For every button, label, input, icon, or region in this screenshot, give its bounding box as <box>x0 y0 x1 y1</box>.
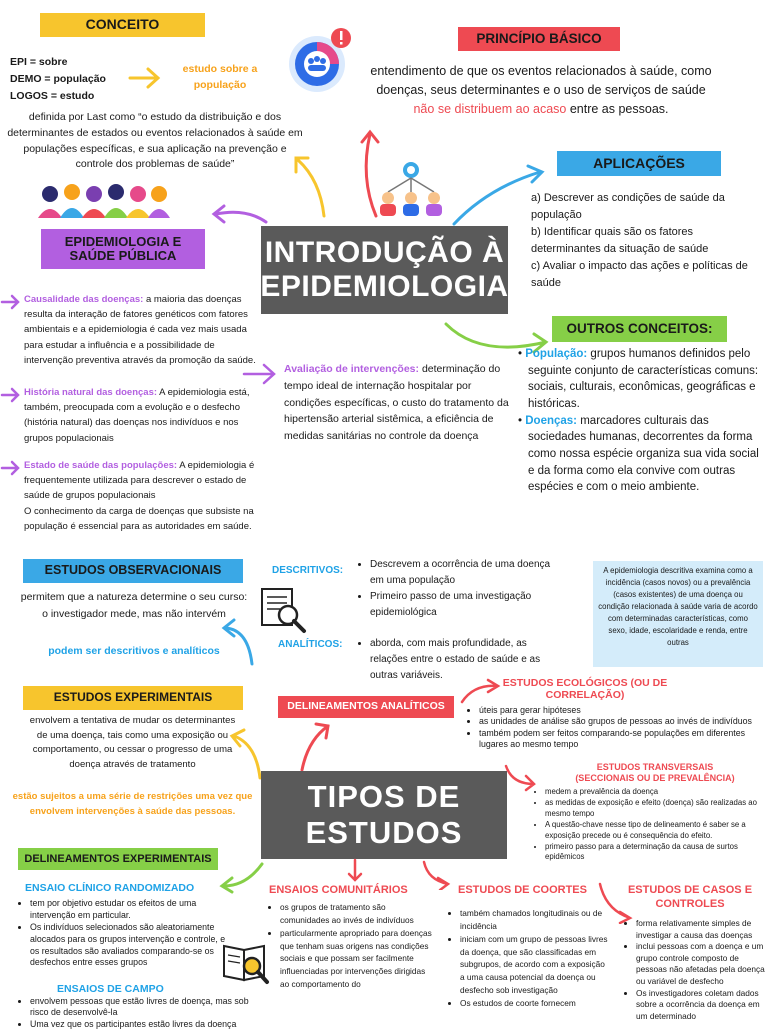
transversal-item: • A questão-chave nesse tipo de delineamento é saber se a exposição precede ou é consequência do efeito. <box>545 820 767 842</box>
people-crowd-icon <box>38 182 170 218</box>
main-title-box <box>261 226 508 314</box>
transversal-item: • as medidas de exposição e efeito (doença) são realizadas ao mesmo tempo <box>545 798 767 820</box>
arrow-up-icon <box>296 718 336 774</box>
ecologicos-list <box>467 705 767 751</box>
doencas-item: • Doenças: marcadores culturais das sociedades humanas, decorrentes da forma como nossa espécie organiza sua vida social e da forma como ela convive com outras espécies e com o meio ambiente. <box>518 414 759 494</box>
main-title-line1: INTRODUÇÃO À <box>264 235 505 269</box>
analitico-item: • aborda, com mais profundidade, as relações entre o estado de saúde e as outras variáveis. <box>370 636 563 684</box>
descritivos-list <box>358 557 563 621</box>
coorte-item: • Os estudos de coorte fornecem <box>460 997 608 1010</box>
principio-text <box>366 62 716 118</box>
main-title-line2: EPIDEMIOLOGIA <box>260 270 509 303</box>
casos-title: ESTUDOS DE CASOS E CONTROLES <box>627 884 753 911</box>
causalidade-text <box>24 292 260 368</box>
populacao-label: População: <box>525 348 588 360</box>
estado-body-2: O conhecimento da carga de doenças que subsiste na população é essencial para as autoridades em saúde. <box>24 505 254 532</box>
principio-header: PRINCÍPIO BÁSICO <box>458 27 620 51</box>
tipos-title-line2: ESTUDOS <box>305 815 463 850</box>
populacao-text: grupos humanos definidos pelo seguinte conjunto de características comuns: sociais, culturais, econômicas, geográficas e históricas. <box>528 348 759 411</box>
demo-line: DEMO = população <box>10 72 106 85</box>
conceito-meaning: estudo sobre a população <box>182 63 258 91</box>
book-search-icon <box>222 938 270 986</box>
transversal-item: • medem a prevalência da doença <box>545 787 767 798</box>
aplicacao-item: a) Descrever as condições de saúde da população <box>531 192 725 222</box>
people-network-icon <box>376 160 446 216</box>
epi-saude-header: EPIDEMIOLOGIA E SAÚDE PÚBLICA <box>41 229 205 269</box>
arrow-up-icon <box>218 618 258 668</box>
campo-item: • envolvem pessoas que estão livres de doença, mas sob risco de desenvolvê-la <box>30 996 258 1019</box>
coortes-list <box>448 907 608 1010</box>
experimentais-text: envolvem a tentativa de mudar os determinantes de uma doença, tais como uma exposição ou comportamento, ou cessar o progresso de uma doença através de tratamento <box>29 715 236 771</box>
conceito-header: CONCEITO <box>40 13 205 37</box>
arrow-right-icon <box>128 66 162 90</box>
observacionais-header: ESTUDOS OBSERVACIONAIS <box>23 559 243 583</box>
doencas-text: marcadores culturais das sociedades humanas, decorrentes da forma como nossa espécie organiza sua vida social e da forma como ela convive com outras espécies e com o meio ambiente. <box>528 414 759 494</box>
etymology <box>10 54 106 104</box>
population-stats-icon <box>285 24 357 96</box>
arrow-left-icon <box>226 726 266 782</box>
historia-label: História natural das doenças: <box>24 387 158 398</box>
estado-body: A epidemiologia é frequentemente utilizada para descrever o estado de saúde de grupos populacionais <box>24 460 255 502</box>
ecologicos-title: ESTUDOS ECOLÓGICOS (OU DE CORRELAÇÃO) <box>502 677 668 702</box>
conceito-definition: definida por Last como “o estudo da distribuição e dos determinantes de estados ou eventos relacionados à saúde em populações específicas, e sua aplicação na prevenção e controle dos problemas de saúde” <box>7 111 303 171</box>
estado-text <box>24 458 260 534</box>
casos-item: • forma relativamente simples de investigar a causa das doenças <box>636 918 766 941</box>
transversais-title: ESTUDOS TRANSVERSAIS (SECCIONAIS OU DE PREVALÊNCIA) <box>575 762 735 783</box>
ecologico-item: • úteis para gerar hipóteses <box>479 705 767 716</box>
casos-item: • Os investigadores coletam dados sobre a ocorrência da doença em um determinado <box>636 988 766 1023</box>
principio-text-a: entendimento de que os eventos relacionados à saúde, como doenças, seus determinantes e o uso de serviços de saúde <box>370 64 712 97</box>
experimentais-highlight: estão sujeitos a uma série de restrições uma vez que envolvem intervenções à saúde das pessoas. <box>12 791 253 817</box>
avaliacao-label: Avaliação de intervenções: <box>284 363 420 375</box>
tipos-title-line1: TIPOS DE <box>307 779 461 815</box>
delin-analiticos-header: DELINEAMENTOS ANALÍTICOS <box>278 696 454 718</box>
campo-item: • Uma vez que os participantes estão livres da doença <box>30 1019 258 1030</box>
arrow-down-left-icon <box>216 860 266 894</box>
logos-line: LOGOS = estudo <box>10 89 95 102</box>
transversal-item: • primeiro passo para a determinação da causa de surtos epidêmicos <box>545 842 767 864</box>
transversais-list <box>533 787 767 863</box>
historia-text <box>24 385 260 446</box>
campo-title: ENSAIOS DE CAMPO <box>57 983 164 995</box>
epi-line: EPI = sobre <box>10 56 68 68</box>
causalidade-body: a maioria das doenças resulta da interação de fatores genéticos com fatores ambientais e a epidemiologia é cada vez mais usada para estudar a influência e a possibilidade de intervenção preventiva através da promoção da saúde. <box>24 294 256 366</box>
arrow-right-icon <box>0 294 22 310</box>
comunitarios-list <box>268 901 434 991</box>
arrow-right-icon <box>458 678 504 706</box>
coorte-item: • iniciam com um grupo de pessoas livres da doença, que são classificadas em subgrupos, de acordo com a exposição a uma causa potencial da doença ou desfecho sob investigação <box>460 933 608 997</box>
principio-text-b: entre as pessoas. <box>569 101 669 116</box>
tipos-title-box <box>261 771 507 859</box>
ecologico-item: • também podem ser feitos comparando-se populações em diferentes lugares ao mesmo tempo <box>479 728 767 751</box>
aplicacao-item: c) Avaliar o impacto das ações e políticas de saúde <box>531 260 748 290</box>
comunitario-item: • particularmente apropriado para doenças que tenham suas origens nas condições sociais e que possam ser facilmente influenciadas por intervenções dirigidas ao comportamento do <box>280 927 434 991</box>
doencas-label: Doenças: <box>525 414 578 427</box>
document-search-icon <box>258 585 308 635</box>
estado-label: Estado de saúde das populações: <box>24 460 178 471</box>
comunitario-item: • os grupos de tratamento são comunidades ao invés de indivíduos <box>280 901 434 927</box>
arrow-down-right-icon <box>418 860 454 890</box>
casos-list <box>624 918 766 1022</box>
arrow-right-icon <box>0 460 22 476</box>
arrow-up-left-icon <box>290 150 330 220</box>
arrow-up-icon <box>356 128 386 218</box>
descritivo-item: • Primeiro passo de uma investigação epidemiológica <box>370 589 563 621</box>
delin-experimentais-header: DELINEAMENTOS EXPERIMENTAIS <box>18 848 218 870</box>
campo-list <box>18 996 258 1030</box>
ecologico-item: • as unidades de análise são grupos de pessoas ao invés de indivíduos <box>479 716 767 727</box>
casos-item: • inclui pessoas com a doença e um grupo controle composto de pessoas não afetadas pela doença ou variável de desfecho <box>636 941 766 987</box>
aplicacoes-header: APLICAÇÕES <box>557 151 721 176</box>
analiticos-label: ANALÍTICOS: <box>278 639 343 650</box>
outros-list <box>518 346 763 496</box>
descritiva-note: A epidemiologia descritiva examina como a incidência (casos novos) ou a prevalência (casos existentes) de uma doença ou condição relacionada à saúde varia de acordo com determinadas características, como sexo, idade, escolaridade e renda, entre outras <box>593 561 763 667</box>
coortes-title: ESTUDOS DE COORTES <box>458 884 587 896</box>
arrow-up-right-icon <box>448 158 548 228</box>
experimentais-header: ESTUDOS EXPERIMENTAIS <box>23 686 243 710</box>
aplicacoes-list <box>531 190 761 292</box>
populacao-item: • População: grupos humanos definidos pelo seguinte conjunto de características comuns: sociais, culturais, econômicas, geográficas e históricas. <box>518 348 759 411</box>
clinico-list <box>18 898 233 969</box>
descritivos-label: DESCRITIVOS: <box>272 565 344 576</box>
descritivo-item: • Descrevem a ocorrência de uma doença em uma população <box>370 557 563 589</box>
causalidade-label: Causalidade das doenças: <box>24 294 144 305</box>
avaliacao-text <box>284 361 509 445</box>
outros-header: OUTROS CONCEITOS: <box>552 316 727 342</box>
avaliacao-body: determinação do tempo ideal de internação hospitalar por condições específicas, o custo do tratamento da hipertensão arterial sistêmica, a eficiência de medidas sanitárias no controle da doença <box>284 363 509 443</box>
observacionais-highlight: podem ser descritivos e analíticos <box>48 645 220 657</box>
clinico-title: ENSAIO CLÍNICO RANDOMIZADO <box>25 882 195 894</box>
arrow-down-icon <box>345 858 365 884</box>
observacionais-text: permitem que a natureza determine o seu curso: o investigador mede, mas não intervém <box>20 591 248 620</box>
comunitarios-title: ENSAIOS COMUNITÁRIOS <box>269 884 408 896</box>
aplicacao-item: b) Identificar quais são os fatores determinantes da situação de saúde <box>531 226 709 256</box>
arrow-right-icon <box>0 387 22 403</box>
clinico-item: • tem por objetivo estudar os efeitos de uma intervenção em particular. <box>30 898 233 922</box>
coorte-item: • também chamados longitudinais ou de incidência <box>460 907 608 933</box>
historia-body: A epidemiologia está, também, preocupada com a evolução e o desfecho (história natural) das doenças nos indivíduos e nos grupos populacionais <box>24 387 250 444</box>
clinico-item: • Os indivíduos selecionados são aleatoriamente alocados para os grupos intervenção e controle, e os resultados são avaliados comparando-se os desfechos entre esses grupos <box>30 922 233 970</box>
principio-highlight: não se distribuem ao acaso <box>413 101 567 116</box>
